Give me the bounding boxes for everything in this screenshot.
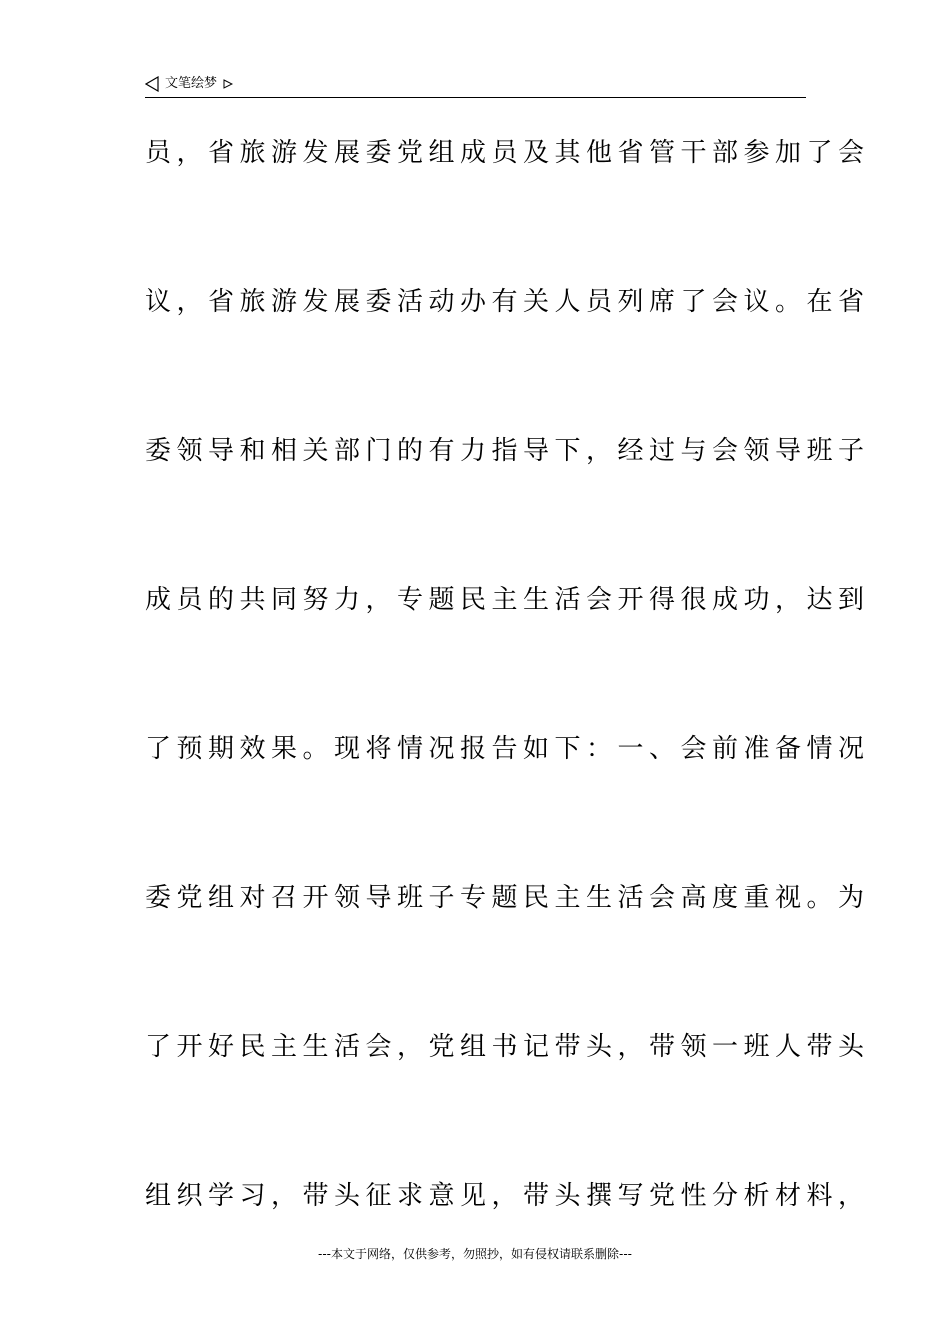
text-line: 了预期效果。现将情况报告如下：一、会前准备情况 bbox=[145, 734, 870, 764]
text-line: 组织学习，带头征求意见，带头撰写党性分析材料， bbox=[145, 1181, 870, 1211]
text-line: 员，省旅游发展委党组成员及其他省管干部参加了会 bbox=[145, 138, 870, 168]
header-title: 文笔绘梦 bbox=[165, 76, 218, 91]
footer-disclaimer: ---本文于网络，仅供参考，勿照抄，如有侵权请联系删除--- bbox=[318, 1247, 632, 1261]
text-line: 成员的共同努力，专题民主生活会开得很成功，达到 bbox=[145, 585, 870, 615]
page-header bbox=[145, 74, 806, 98]
text-line: 委领导和相关部门的有力指导下，经过与会领导班子 bbox=[145, 436, 870, 466]
text-line: 委党组对召开领导班子专题民主生活会高度重视。为 bbox=[145, 883, 870, 913]
triangle-left-icon bbox=[145, 76, 159, 92]
triangle-right-icon bbox=[223, 76, 233, 86]
header-content bbox=[145, 74, 233, 94]
document-body bbox=[145, 130, 870, 1322]
text-line: 议，省旅游发展委活动办有关人员列席了会议。在省 bbox=[145, 287, 870, 317]
text-line: 了开好民主生活会，党组书记带头，带领一班人带头 bbox=[145, 1032, 870, 1062]
